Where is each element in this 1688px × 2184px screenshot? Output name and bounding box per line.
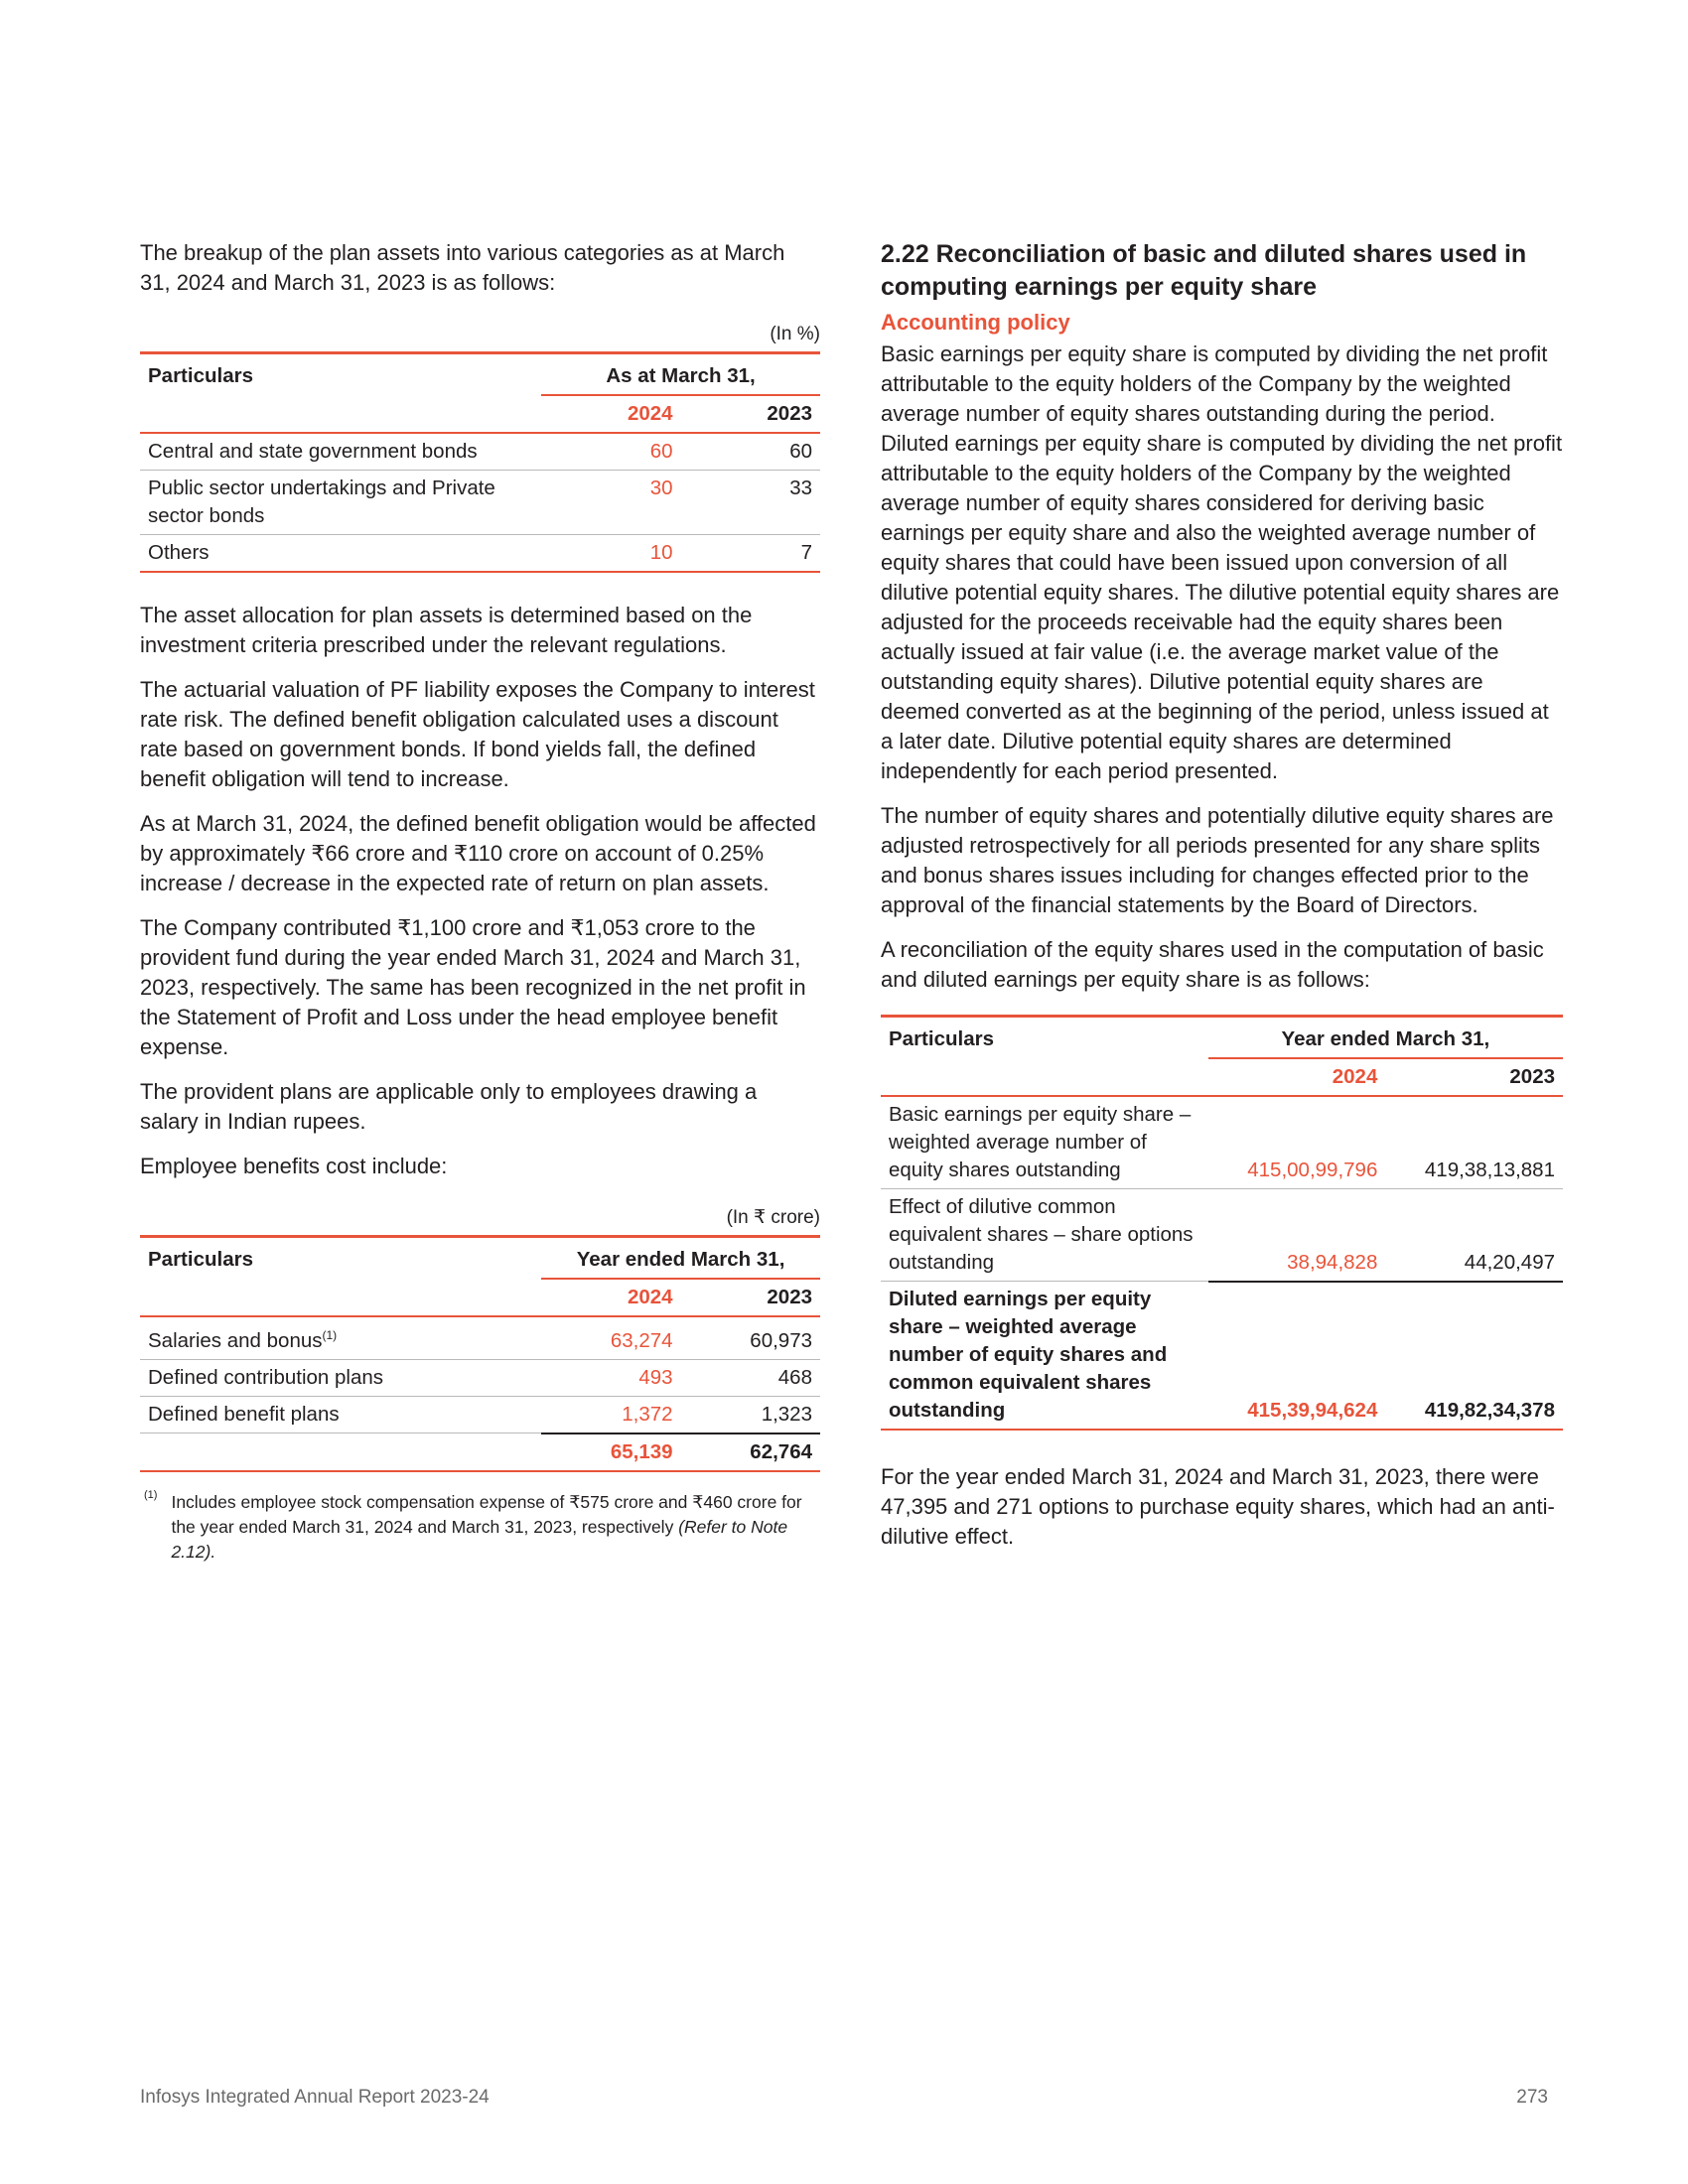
row-current: 38,94,828 bbox=[1208, 1189, 1386, 1282]
footnote-ref: (Refer to Note 2.12). bbox=[171, 1516, 788, 1562]
row-current: 493 bbox=[541, 1359, 680, 1396]
row-current: 63,274 bbox=[541, 1316, 680, 1359]
header-blank bbox=[881, 1058, 1208, 1096]
table-total-row bbox=[881, 1282, 1563, 1431]
eps-table bbox=[881, 1015, 1563, 1431]
footnote-marker: (1) bbox=[144, 1488, 158, 1501]
total-current: 65,139 bbox=[541, 1433, 680, 1471]
row-current: 10 bbox=[541, 535, 680, 573]
row-previous: 44,20,497 bbox=[1385, 1189, 1563, 1282]
row-previous: 33 bbox=[681, 471, 820, 535]
row-label: Effect of dilutive common equivalent shares – share options outstanding bbox=[881, 1189, 1208, 1282]
header-particulars: Particulars bbox=[140, 353, 541, 396]
header-year-previous: 2023 bbox=[681, 1279, 820, 1316]
paragraph: The actuarial valuation of PF liability exposes the Company to interest rate risk. The defined benefit obligation calculated uses a discount rate based on government bonds. If bond yields fall, the defined benefit obligation will tend to increase. bbox=[140, 677, 815, 791]
table-row bbox=[140, 1359, 820, 1396]
header-particulars: Particulars bbox=[881, 1017, 1208, 1059]
header-group: Year ended March 31, bbox=[541, 1237, 820, 1280]
row-previous: 468 bbox=[681, 1359, 820, 1396]
footnote bbox=[140, 1490, 820, 1565]
row-label: Salaries and bonus$^{(1)}$ bbox=[140, 1316, 541, 1359]
row-current: 415,00,99,796 bbox=[1208, 1096, 1386, 1189]
total-label bbox=[140, 1433, 541, 1471]
benefits-table bbox=[140, 1235, 820, 1472]
paragraph: The number of equity shares and potentially dilutive equity shares are adjusted retrospectively for all periods presented for any share splits and bonus shares issues including for changes effected prior to the approval of the financial statements by the Board of Directors. bbox=[881, 803, 1554, 917]
row-label: Others bbox=[140, 535, 541, 573]
row-previous: 60,973 bbox=[681, 1316, 820, 1359]
paragraph: The Company contributed ₹1,100 crore and ₹1,053 crore to the provident fund during the year ended March 31, 2024 and March 31, 2023, respectively. The same has been recognized in the net profit in the Statement of Profit and Loss under the head employee benefit expense. bbox=[140, 915, 806, 1059]
row-current: 1,372 bbox=[541, 1396, 680, 1433]
paragraph: The provident plans are applicable only to employees drawing a salary in Indian rupees. bbox=[140, 1079, 758, 1134]
row-label: Defined benefit plans bbox=[140, 1396, 541, 1433]
paragraph: A reconciliation of the equity shares used in the computation of basic and diluted earnings per equity share is as follows: bbox=[881, 937, 1544, 992]
footnote-text: Includes employee stock compensation expense of ₹575 crore and ₹460 crore for the year ended March 31, 2024 and March 31, 2023, respectively bbox=[171, 1491, 802, 1537]
paragraph: The asset allocation for plan assets is determined based on the investment criteria prescribed under the relevant regulations. bbox=[140, 603, 753, 657]
row-current: 60 bbox=[541, 433, 680, 471]
header-group: As at March 31, bbox=[541, 353, 820, 396]
header-blank bbox=[140, 1279, 541, 1316]
header-year-current: 2024 bbox=[541, 395, 680, 433]
table-row bbox=[140, 1316, 820, 1359]
row-previous: 7 bbox=[681, 535, 820, 573]
closing-paragraph: For the year ended March 31, 2024 and March 31, 2023, there were 47,395 and 271 options to purchase equity shares, which had an anti-dilutive effect. bbox=[881, 1464, 1555, 1549]
table-row bbox=[140, 535, 820, 573]
paragraph: Basic earnings per equity share is computed by dividing the net profit attributable to the equity holders of the Company by the weighted average number of equity shares outstanding during the period. Diluted earnings per equity share is computed by dividing the net profit attributable to the equity holders of the Company by the weighted average number of equity shares considered for deriving basic earnings per equity share and also the weighted average number of equity shares that could have been issued upon conversion of all dilutive potential equity shares. The dilutive potential equity shares are adjusted for the proceeds receivable had the equity shares been actually issued at fair value (i.e. the average market value of the outstanding equity shares). Dilutive potential equity shares are deemed converted as at the beginning of the period, unless issued at a later date. Dilutive potential equity shares are determined independently for each period presented. bbox=[881, 341, 1563, 783]
row-current: 30 bbox=[541, 471, 680, 535]
footnote-marker: (1) bbox=[322, 1328, 338, 1342]
total-previous: 419,82,34,378 bbox=[1385, 1282, 1563, 1431]
total-label: Diluted earnings per equity share – weighted average number of equity shares and common equivalent shares outstanding bbox=[881, 1282, 1208, 1431]
table-row bbox=[140, 471, 820, 535]
table-row bbox=[140, 433, 820, 471]
header-year-previous: 2023 bbox=[1385, 1058, 1563, 1096]
policy-heading: Accounting policy bbox=[881, 310, 1070, 335]
row-label: Basic earnings per equity share – weighted average number of equity shares outstanding bbox=[881, 1096, 1208, 1189]
table-total-row bbox=[140, 1433, 820, 1471]
left-column bbox=[140, 238, 820, 1565]
header-year-current: 2024 bbox=[1208, 1058, 1386, 1096]
header-year-previous: 2023 bbox=[681, 395, 820, 433]
total-current: 415,39,94,624 bbox=[1208, 1282, 1386, 1431]
row-label: Defined contribution plans bbox=[140, 1359, 541, 1396]
right-column bbox=[881, 238, 1563, 1567]
paragraph: Employee benefits cost include: bbox=[140, 1154, 448, 1178]
plan-assets-intro: The breakup of the plan assets into various categories as at March 31, 2024 and March 31, 2023 is as follows: bbox=[140, 240, 785, 295]
paragraph: As at March 31, 2024, the defined benefit obligation would be affected by approximately ₹66 crore and ₹110 crore on account of 0.25% increase / decrease in the expected rate of return on plan assets. bbox=[140, 811, 816, 895]
page-number: 273 bbox=[1516, 2087, 1548, 2108]
plan-assets-table bbox=[140, 351, 820, 573]
table-row bbox=[881, 1189, 1563, 1282]
row-label: Central and state government bonds bbox=[140, 433, 541, 471]
total-previous: 62,764 bbox=[681, 1433, 820, 1471]
header-year-current: 2024 bbox=[541, 1279, 680, 1316]
header-particulars: Particulars bbox=[140, 1237, 541, 1280]
row-previous: 60 bbox=[681, 433, 820, 471]
footer-report-name: Infosys Integrated Annual Report 2023-24 bbox=[140, 2087, 490, 2108]
row-label: Public sector undertakings and Private sector bonds bbox=[140, 471, 541, 535]
header-blank bbox=[140, 395, 541, 433]
benefits-unit: (In ₹ crore) bbox=[726, 1207, 820, 1228]
section-title: 2.22 Reconciliation of basic and diluted shares used in computing earnings per equity share bbox=[881, 240, 1527, 301]
header-group: Year ended March 31, bbox=[1208, 1017, 1563, 1059]
row-previous: 419,38,13,881 bbox=[1385, 1096, 1563, 1189]
row-previous: 1,323 bbox=[681, 1396, 820, 1433]
table-row bbox=[881, 1096, 1563, 1189]
table-row bbox=[140, 1396, 820, 1433]
plan-assets-unit: (In %) bbox=[770, 324, 820, 344]
